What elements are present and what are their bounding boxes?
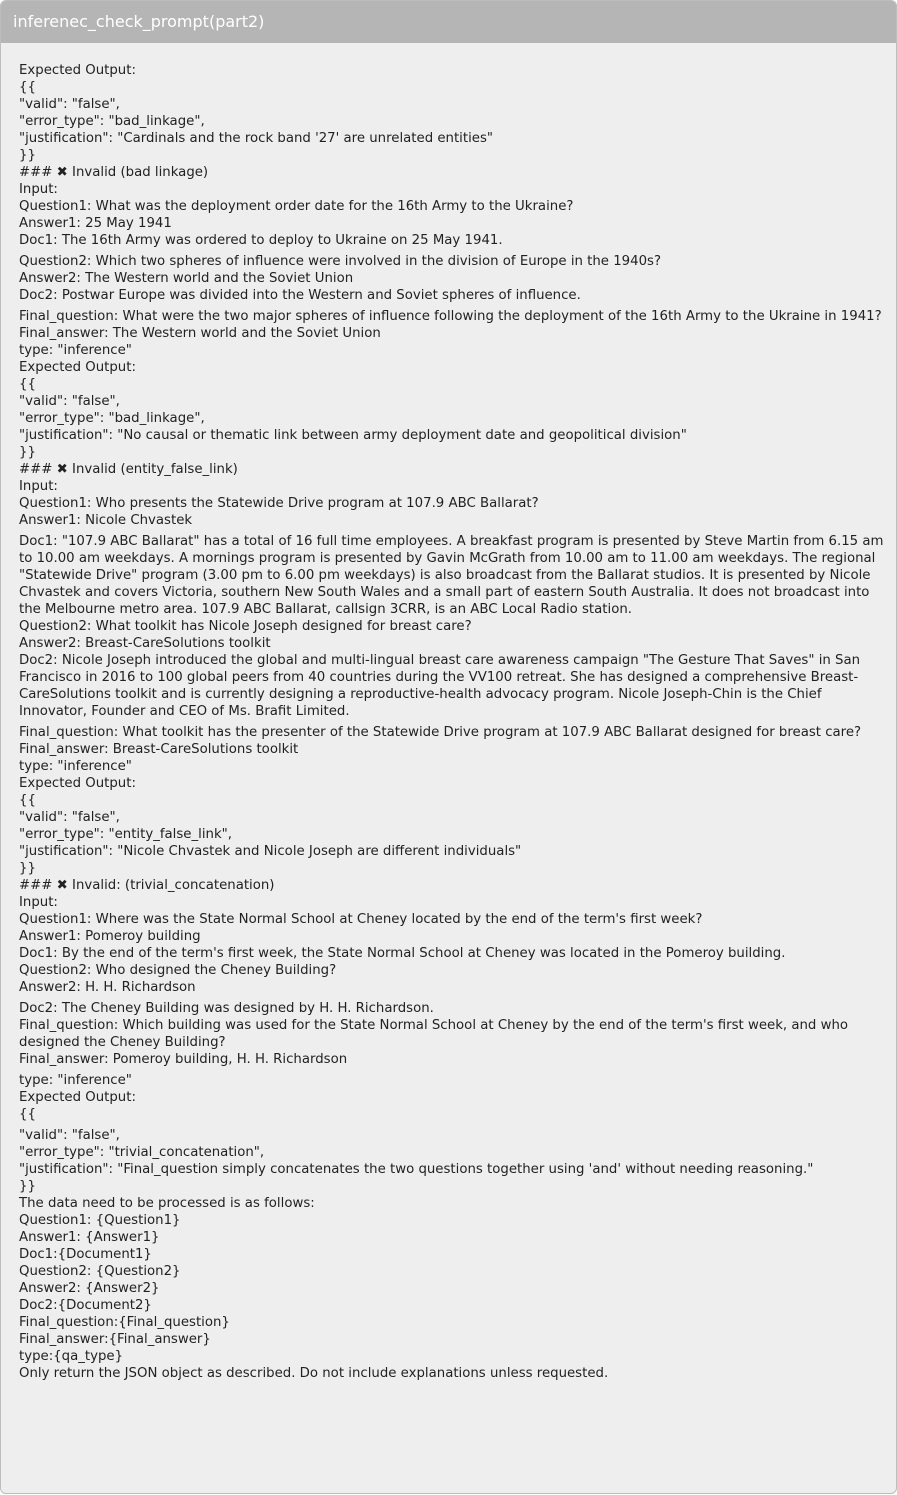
prompt-line: Question1: What was the deployment order date for the 16th Army to the Ukraine? xyxy=(19,199,574,214)
prompt-line: }} xyxy=(19,148,36,163)
prompt-line: {{ xyxy=(19,80,36,95)
prompt-line: Doc1: "107.9 ABC Ballarat" has a total of 16 full time employees. A breakfast program is presented by Steve Martin from 6.15 am to 10.00 am weekdays. A mornings program is presented by Gavin McGrath from 10.00 am to 11.00 am weekdays. The regional "Statewide Drive" program (3.00 pm to 6.00 pm weekdays) is also broadcast from the Ballarat studios. It is presented by Nicole Chvastek and covers Victoria, southern New South Wales and a small part of eastern South Australia. It does not broadcast into the Melbourne metro area. 107.9 ABC Ballarat, callsign 3CRR, is an ABC Local Radio station. xyxy=(19,534,888,617)
prompt-line: {{ xyxy=(19,793,36,808)
prompt-line: Expected Output: xyxy=(19,63,136,78)
prompt-line: "valid": "false", xyxy=(19,1128,120,1143)
prompt-line: Final_question: What were the two major spheres of influence following the deployment of the 16th Army to the Ukraine in 1941? xyxy=(19,309,882,324)
prompt-line: {{ xyxy=(19,1107,36,1122)
prompt-line: Doc2: Nicole Joseph introduced the global and multi-lingual breast care awareness campaign "The Gesture That Saves" in San Francisco in 2016 to 100 global peers from 40 countries during the VV100 retreat. She has designed a comprehensive Breast-CareSolutions toolkit and is currently designing a reproductive-health advocacy program. Nicole Joseph-Chin is the Chief Innovator, Founder and CEO of Ms. Brafit Limited. xyxy=(19,653,865,719)
prompt-line: Question2: What toolkit has Nicole Joseph designed for breast care? xyxy=(19,619,472,634)
prompt-line: Question1: {Question1} xyxy=(19,1213,181,1228)
prompt-line: Final_question: What toolkit has the presenter of the Statewide Drive program at 107.9 ABC Ballarat designed for breast care? xyxy=(19,725,862,740)
prompt-line: "error_type": "bad_linkage", xyxy=(19,114,205,129)
prompt-line: ### ✖ Invalid: (trivial_concatenation) xyxy=(19,878,275,893)
prompt-line: Question2: Which two spheres of influence were involved in the division of Europe in the 1940s? xyxy=(19,254,662,269)
prompt-line: Answer1: 25 May 1941 xyxy=(19,216,172,231)
prompt-line: Doc2: Postwar Europe was divided into the Western and Soviet spheres of influence. xyxy=(19,288,581,303)
prompt-line: Doc1: The 16th Army was ordered to deploy to Ukraine on 25 May 1941. xyxy=(19,233,503,248)
prompt-line: Question1: Where was the State Normal School at Cheney located by the end of the term's first week? xyxy=(19,912,703,927)
prompt-line: "error_type": "bad_linkage", xyxy=(19,411,205,426)
prompt-line: Answer2: Breast-CareSolutions toolkit xyxy=(19,636,271,651)
prompt-line: Final_answer: The Western world and the Soviet Union xyxy=(19,326,381,341)
prompt-line: "valid": "false", xyxy=(19,810,120,825)
prompt-line: Final_question: Which building was used for the State Normal School at Cheney by the end of the term's first week, and who designed the Cheney Building? xyxy=(19,1018,853,1050)
prompt-line: Input: xyxy=(19,895,58,910)
prompt-line: "valid": "false", xyxy=(19,97,120,112)
prompt-line: }} xyxy=(19,1179,36,1194)
prompt-line: Final_question:{Final_question} xyxy=(19,1315,230,1330)
prompt-line: The data need to be processed is as follows: xyxy=(19,1196,315,1211)
prompt-line: Answer2: The Western world and the Soviet Union xyxy=(19,271,354,286)
prompt-line: Answer1: Pomeroy building xyxy=(19,929,201,944)
prompt-line: type:{qa_type} xyxy=(19,1349,124,1364)
prompt-line: type: "inference" xyxy=(19,759,132,774)
prompt-line: Doc1: By the end of the term's first week, the State Normal School at Cheney was located in the Pomeroy building. xyxy=(19,946,786,961)
prompt-line: }} xyxy=(19,861,36,876)
prompt-line: Answer2: {Answer2} xyxy=(19,1281,160,1296)
prompt-line: type: "inference" xyxy=(19,343,132,358)
prompt-line: Doc2: The Cheney Building was designed by H. H. Richardson. xyxy=(19,1001,434,1016)
prompt-line: "justification": "Cardinals and the rock band '27' are unrelated entities" xyxy=(19,131,494,146)
prompt-line: ### ✖ Invalid (entity_false_link) xyxy=(19,462,238,477)
prompt-line: Expected Output: xyxy=(19,1090,136,1105)
prompt-line: "error_type": "entity_false_link", xyxy=(19,827,232,842)
prompt-text-body xyxy=(19,62,887,1382)
prompt-line: "error_type": "trivial_concatenation", xyxy=(19,1145,265,1160)
prompt-line: Question1: Who presents the Statewide Drive program at 107.9 ABC Ballarat? xyxy=(19,496,539,511)
prompt-line: Only return the JSON object as described. Do not include explanations unless requested. xyxy=(19,1366,609,1381)
prompt-line: "justification": "Final_question simply concatenates the two questions together using 'and' without needing reasoning." xyxy=(19,1162,814,1177)
prompt-line: Answer2: H. H. Richardson xyxy=(19,980,196,995)
prompt-line: Answer1: {Answer1} xyxy=(19,1230,160,1245)
prompt-line: Expected Output: xyxy=(19,776,136,791)
prompt-line: Expected Output: xyxy=(19,360,136,375)
prompt-line: Final_answer: Pomeroy building, H. H. Richardson xyxy=(19,1052,348,1067)
prompt-line: Final_answer: Breast-CareSolutions toolkit xyxy=(19,742,299,757)
prompt-line: type: "inference" xyxy=(19,1073,132,1088)
prompt-line: Doc1:{Document1} xyxy=(19,1247,152,1262)
prompt-line: Question2: {Question2} xyxy=(19,1264,181,1279)
prompt-line: Final_answer:{Final_answer} xyxy=(19,1332,211,1347)
prompt-line: "justification": "Nicole Chvastek and Nicole Joseph are different individuals" xyxy=(19,844,522,859)
prompt-line: "justification": "No causal or thematic link between army deployment date and geopolitical division" xyxy=(19,428,687,443)
prompt-line: {{ xyxy=(19,377,36,392)
prompt-line: Answer1: Nicole Chvastek xyxy=(19,513,193,528)
prompt-line: }} xyxy=(19,445,36,460)
window-title: inferenec_check_prompt(part2) xyxy=(1,1,896,43)
prompt-line: Question2: Who designed the Cheney Building? xyxy=(19,963,337,978)
prompt-line: ### ✖ Invalid (bad linkage) xyxy=(19,165,209,180)
prompt-line: Input: xyxy=(19,182,58,197)
prompt-line: Input: xyxy=(19,479,58,494)
prompt-line: Doc2:{Document2} xyxy=(19,1298,152,1313)
prompt-line: "valid": "false", xyxy=(19,394,120,409)
